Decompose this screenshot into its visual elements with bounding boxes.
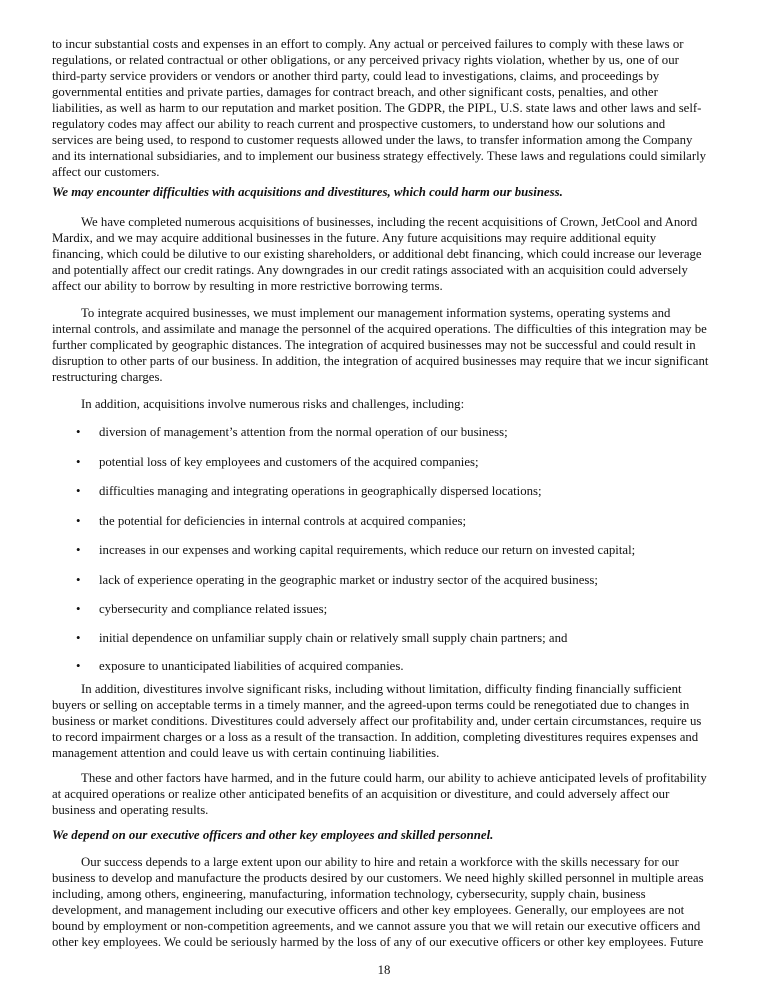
text-line: third-party service providers or vendors or another third party, could lead to investigations, claims, and proceedings by [52,69,660,83]
text-line: internal controls, and assimilate and manage the personnel of the acquired operations. The difficulties of this integration may be [52,322,707,336]
text-line: buyers or selling on acceptable terms in a timely manner, and the agreed-upon terms could be renegotiated due to changes in [52,698,690,712]
list-item-text: diversion of management’s attention from the normal operation of our business; [99,425,508,439]
text-line: restructuring charges. [52,370,163,384]
list-item-text: initial dependence on unfamiliar supply chain or relatively small supply chain partners; and [99,631,568,645]
list-item [76,424,508,440]
paragraph-privacy-continued [52,36,732,180]
text-line: and potentially affect our credit ratings. Any downgrades in our credit ratings associated with an acquisition could adversely [52,263,688,277]
text-line: business and operating results. [52,803,209,817]
paragraph-acquisition-risks-intro [52,396,732,412]
text-line: development, and management including our executive officers and other key employees. Generally, our employees are not [52,903,685,917]
list-item-text: difficulties managing and integrating operations in geographically dispersed locations; [99,484,542,498]
text-line: at acquired operations or realize other anticipated benefits of an acquisition or divestiture, and could adversely affect our [52,787,670,801]
text-line: to record impairment charges or a loss as a result of the transaction. In addition, completing divestitures requires expenses and [52,730,699,744]
paragraph-other-factors [52,770,732,818]
text-line: In addition, acquisitions involve numerous risks and challenges, including: [81,397,465,411]
bullet-icon: • [76,484,81,498]
list-item-text: cybersecurity and compliance related issues; [99,602,328,616]
text-line: and its international subsidiaries, and to implement our business strategy effectively. These laws and regulations could similarly [52,149,707,163]
heading-acquisitions-risk: We may encounter difficulties with acquisitions and divestitures, which could harm our business. [52,185,563,199]
text-line: regulations, or related contractual or other obligations, or any perceived privacy rights violation, whether by us, one of our [52,53,679,67]
list-item-text: the potential for deficiencies in internal controls at acquired companies; [99,514,467,528]
text-line: In addition, divestitures involve significant risks, including without limitation, difficulty finding financially sufficient [81,682,682,696]
list-item [76,454,479,470]
text-line: To integrate acquired businesses, we must implement our management information systems, operating systems and [81,306,671,320]
text-line: business to develop and manufacture the products desired by our customers. We need highly skilled personnel in multiple areas [52,871,704,885]
text-line: These and other factors have harmed, and in the future could harm, our ability to achieve anticipated levels of profitability [81,771,707,785]
text-line: including, among others, engineering, manufacturing, information technology, cybersecurity, supply chain, business [52,887,646,901]
text-line: Mardix, and we may acquire additional businesses in the future. Any future acquisitions may require additional equity [52,231,657,245]
text-line: affect our ability to borrow by resulting in more restrictive borrowing terms. [52,279,443,293]
text-line: disruption to other parts of our business. In addition, the integration of acquired businesses may require that we incur significant [52,354,709,368]
text-line: further complicated by geographic distances. The integration of acquired businesses may not be successful and could result in [52,338,696,352]
list-item [76,483,542,499]
list-item [76,513,466,529]
list-item [76,572,598,588]
paragraph-acquisitions [52,214,732,294]
bullet-icon: • [76,425,81,439]
list-item-text: exposure to unanticipated liabilities of acquired companies. [99,659,404,673]
bullet-icon: • [76,543,81,557]
list-item [76,658,404,674]
text-line: governmental entities and private parties, damages for contract breach, and other significant costs, penalties, and other [52,85,658,99]
list-item-text: potential loss of key employees and customers of the acquired companies; [99,455,479,469]
text-line: business or market conditions. Divestitures could adversely affect our profitability and, under certain circumstances, require us [52,714,702,728]
text-line: financing, which could be dilutive to our existing shareholders, or additional debt financing, which could increase our leverage [52,247,702,261]
text-line: to incur substantial costs and expenses in an effort to comply. Any actual or perceived failures to comply with these laws or [52,37,684,51]
paragraph-personnel [52,854,732,950]
text-line: affect our customers. [52,165,160,179]
text-line: regulatory codes may affect our ability to reach current and prospective customers, to understand how our solutions and [52,117,666,131]
paragraph-integration [52,305,732,385]
list-item [76,601,327,617]
bullet-icon: • [76,573,81,587]
bullet-icon: • [76,631,81,645]
text-line: management attention and could leave us with certain continuing liabilities. [52,746,440,760]
list-item-text: increases in our expenses and working capital requirements, which reduce our return on invested capital; [99,543,636,557]
heading-key-personnel-risk: We depend on our executive officers and other key employees and skilled personnel. [52,828,494,842]
text-line: services are being used, to respond to customer requests allowed under the laws, to transfer information among the Company [52,133,693,147]
bullet-icon: • [76,659,81,673]
page-number: 18 [377,963,391,977]
list-item [76,630,567,646]
text-line: other key employees. We could be seriously harmed by the loss of any of our executive officers or other key employees. Future [52,935,704,949]
text-line: We have completed numerous acquisitions of businesses, including the recent acquisitions of Crown, JetCool and Anord [81,215,698,229]
list-item-text: lack of experience operating in the geographic market or industry sector of the acquired business; [99,573,598,587]
text-line: bound by employment or non-competition agreements, and we cannot assure you that we will retain our executive officers and [52,919,701,933]
bullet-icon: • [76,514,81,528]
bullet-icon: • [76,602,81,616]
text-line: Our success depends to a large extent upon our ability to hire and retain a workforce with the skills necessary for our [81,855,679,869]
paragraph-divestitures [52,681,732,761]
list-item [76,542,635,558]
bullet-icon: • [76,455,81,469]
text-line: liabilities, as well as harm to our reputation and market position. The GDPR, the PIPL, U.S. state laws and other laws and self- [52,101,702,115]
